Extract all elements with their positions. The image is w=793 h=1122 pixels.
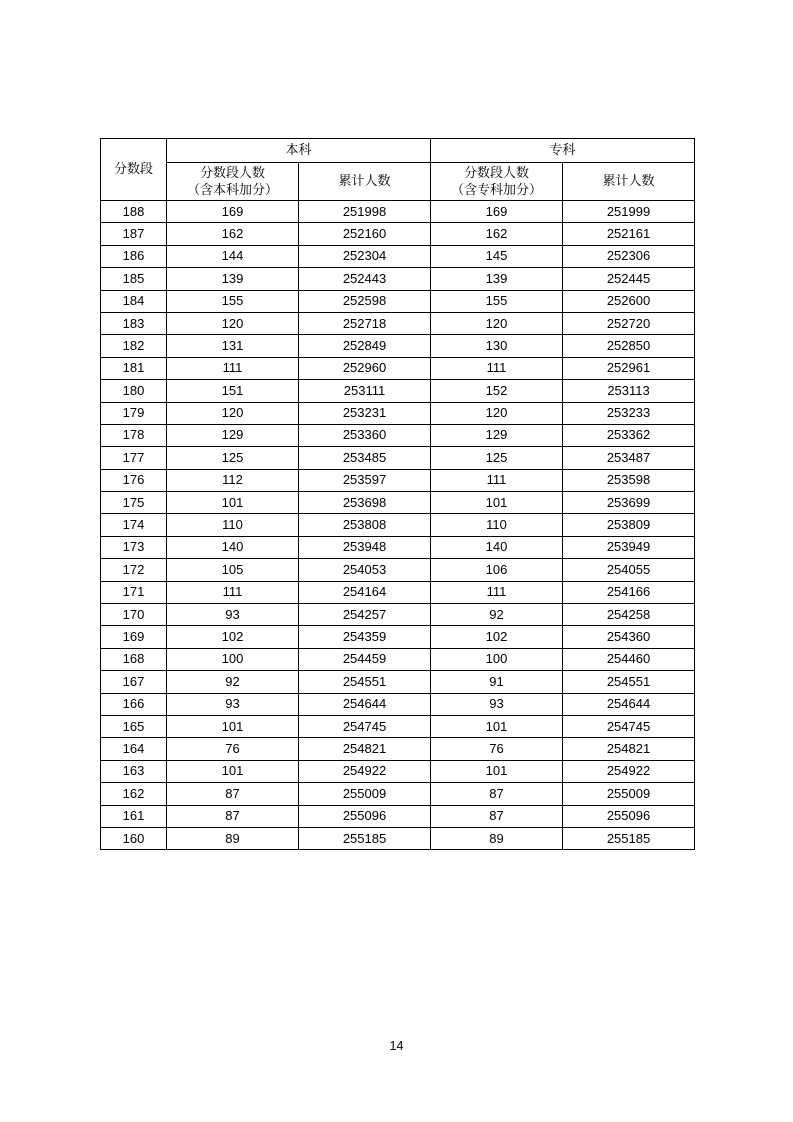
cell-junior-college-cumulative: 252850 bbox=[563, 335, 695, 357]
cell-undergraduate-count: 92 bbox=[167, 671, 299, 693]
table-row bbox=[101, 626, 695, 648]
table-row bbox=[101, 514, 695, 536]
table-row bbox=[101, 693, 695, 715]
cell-undergraduate-count: 101 bbox=[167, 715, 299, 737]
cell-undergraduate-cumulative: 253231 bbox=[299, 402, 431, 424]
table-row bbox=[101, 827, 695, 849]
table-row bbox=[101, 671, 695, 693]
cell-score: 166 bbox=[101, 693, 167, 715]
cell-junior-college-count: 169 bbox=[431, 201, 563, 223]
table-row bbox=[101, 268, 695, 290]
table-row bbox=[101, 492, 695, 514]
cell-junior-college-cumulative: 252445 bbox=[563, 268, 695, 290]
cell-junior-college-count: 120 bbox=[431, 312, 563, 334]
cell-score: 160 bbox=[101, 827, 167, 849]
cell-undergraduate-count: 131 bbox=[167, 335, 299, 357]
cell-undergraduate-count: 89 bbox=[167, 827, 299, 849]
cell-junior-college-count: 125 bbox=[431, 447, 563, 469]
cell-junior-college-count: 145 bbox=[431, 245, 563, 267]
cell-score: 177 bbox=[101, 447, 167, 469]
cell-junior-college-cumulative: 254745 bbox=[563, 715, 695, 737]
cell-junior-college-cumulative: 254551 bbox=[563, 671, 695, 693]
cell-undergraduate-cumulative: 255096 bbox=[299, 805, 431, 827]
cell-undergraduate-count: 105 bbox=[167, 559, 299, 581]
cell-score: 161 bbox=[101, 805, 167, 827]
cell-undergraduate-count: 100 bbox=[167, 648, 299, 670]
cell-junior-college-count: 87 bbox=[431, 783, 563, 805]
cell-undergraduate-cumulative: 254257 bbox=[299, 604, 431, 626]
cell-junior-college-cumulative: 253113 bbox=[563, 380, 695, 402]
cell-score: 188 bbox=[101, 201, 167, 223]
cell-junior-college-count: 111 bbox=[431, 357, 563, 379]
score-distribution-table bbox=[100, 138, 695, 850]
cell-score: 173 bbox=[101, 536, 167, 558]
cell-undergraduate-cumulative: 255009 bbox=[299, 783, 431, 805]
cell-undergraduate-count: 93 bbox=[167, 693, 299, 715]
table-row bbox=[101, 648, 695, 670]
cell-undergraduate-cumulative: 254359 bbox=[299, 626, 431, 648]
cell-junior-college-cumulative: 254360 bbox=[563, 626, 695, 648]
cell-score: 182 bbox=[101, 335, 167, 357]
cell-undergraduate-cumulative: 252160 bbox=[299, 223, 431, 245]
cell-junior-college-cumulative: 255009 bbox=[563, 783, 695, 805]
cell-score: 170 bbox=[101, 604, 167, 626]
table-body bbox=[101, 201, 695, 850]
cell-junior-college-cumulative: 254922 bbox=[563, 760, 695, 782]
table-row bbox=[101, 357, 695, 379]
cell-junior-college-cumulative: 253487 bbox=[563, 447, 695, 469]
header-score-band: 分数段 bbox=[101, 139, 167, 201]
header-junior-college-count-line1: 分数段人数 bbox=[464, 165, 530, 181]
header-group-undergraduate: 本科 bbox=[167, 139, 431, 163]
cell-undergraduate-cumulative: 254551 bbox=[299, 671, 431, 693]
cell-junior-college-count: 91 bbox=[431, 671, 563, 693]
cell-undergraduate-count: 129 bbox=[167, 424, 299, 446]
cell-score: 187 bbox=[101, 223, 167, 245]
cell-junior-college-count: 130 bbox=[431, 335, 563, 357]
cell-junior-college-count: 102 bbox=[431, 626, 563, 648]
cell-undergraduate-count: 101 bbox=[167, 760, 299, 782]
cell-undergraduate-cumulative: 254164 bbox=[299, 581, 431, 603]
cell-score: 175 bbox=[101, 492, 167, 514]
table-row bbox=[101, 201, 695, 223]
header-junior-college-count-line2: （含专科加分） bbox=[451, 181, 543, 197]
cell-undergraduate-count: 101 bbox=[167, 492, 299, 514]
header-undergraduate-count-line2: （含本科加分） bbox=[186, 181, 278, 197]
cell-junior-college-count: 140 bbox=[431, 536, 563, 558]
header-junior-college-cumulative: 累计人数 bbox=[563, 163, 695, 201]
cell-score: 169 bbox=[101, 626, 167, 648]
cell-undergraduate-cumulative: 253698 bbox=[299, 492, 431, 514]
cell-undergraduate-cumulative: 254821 bbox=[299, 738, 431, 760]
cell-score: 181 bbox=[101, 357, 167, 379]
table-row bbox=[101, 312, 695, 334]
header-junior-college-count bbox=[431, 163, 563, 201]
cell-undergraduate-cumulative: 253111 bbox=[299, 380, 431, 402]
cell-undergraduate-count: 162 bbox=[167, 223, 299, 245]
cell-undergraduate-cumulative: 254053 bbox=[299, 559, 431, 581]
cell-undergraduate-cumulative: 254922 bbox=[299, 760, 431, 782]
cell-undergraduate-cumulative: 254459 bbox=[299, 648, 431, 670]
table-row bbox=[101, 245, 695, 267]
cell-junior-college-count: 76 bbox=[431, 738, 563, 760]
cell-junior-college-cumulative: 253699 bbox=[563, 492, 695, 514]
table-row bbox=[101, 402, 695, 424]
cell-junior-college-count: 87 bbox=[431, 805, 563, 827]
cell-junior-college-cumulative: 254644 bbox=[563, 693, 695, 715]
cell-undergraduate-count: 110 bbox=[167, 514, 299, 536]
table-header bbox=[101, 139, 695, 201]
cell-score: 184 bbox=[101, 290, 167, 312]
cell-score: 180 bbox=[101, 380, 167, 402]
cell-undergraduate-count: 111 bbox=[167, 581, 299, 603]
cell-junior-college-count: 111 bbox=[431, 469, 563, 491]
cell-undergraduate-cumulative: 254745 bbox=[299, 715, 431, 737]
cell-undergraduate-count: 155 bbox=[167, 290, 299, 312]
cell-score: 176 bbox=[101, 469, 167, 491]
cell-undergraduate-cumulative: 251998 bbox=[299, 201, 431, 223]
cell-junior-college-count: 101 bbox=[431, 492, 563, 514]
cell-undergraduate-count: 139 bbox=[167, 268, 299, 290]
cell-undergraduate-cumulative: 253485 bbox=[299, 447, 431, 469]
cell-junior-college-cumulative: 254821 bbox=[563, 738, 695, 760]
cell-junior-college-cumulative: 255096 bbox=[563, 805, 695, 827]
cell-junior-college-cumulative: 254258 bbox=[563, 604, 695, 626]
table-row bbox=[101, 805, 695, 827]
cell-junior-college-count: 111 bbox=[431, 581, 563, 603]
table-row bbox=[101, 604, 695, 626]
cell-junior-college-count: 162 bbox=[431, 223, 563, 245]
cell-junior-college-cumulative: 253362 bbox=[563, 424, 695, 446]
cell-junior-college-cumulative: 252720 bbox=[563, 312, 695, 334]
cell-score: 186 bbox=[101, 245, 167, 267]
header-group-junior-college: 专科 bbox=[431, 139, 695, 163]
cell-score: 185 bbox=[101, 268, 167, 290]
table-row bbox=[101, 581, 695, 603]
cell-junior-college-count: 93 bbox=[431, 693, 563, 715]
cell-undergraduate-count: 87 bbox=[167, 805, 299, 827]
table-row bbox=[101, 536, 695, 558]
cell-junior-college-count: 110 bbox=[431, 514, 563, 536]
cell-junior-college-cumulative: 254460 bbox=[563, 648, 695, 670]
cell-undergraduate-cumulative: 252304 bbox=[299, 245, 431, 267]
cell-junior-college-cumulative: 255185 bbox=[563, 827, 695, 849]
cell-undergraduate-cumulative: 252443 bbox=[299, 268, 431, 290]
cell-score: 162 bbox=[101, 783, 167, 805]
table-row bbox=[101, 424, 695, 446]
cell-undergraduate-count: 120 bbox=[167, 402, 299, 424]
cell-score: 171 bbox=[101, 581, 167, 603]
table-row bbox=[101, 380, 695, 402]
cell-junior-college-count: 106 bbox=[431, 559, 563, 581]
cell-undergraduate-count: 151 bbox=[167, 380, 299, 402]
table-row bbox=[101, 715, 695, 737]
cell-undergraduate-cumulative: 253808 bbox=[299, 514, 431, 536]
cell-junior-college-count: 101 bbox=[431, 760, 563, 782]
cell-undergraduate-count: 169 bbox=[167, 201, 299, 223]
cell-undergraduate-count: 120 bbox=[167, 312, 299, 334]
cell-junior-college-cumulative: 252161 bbox=[563, 223, 695, 245]
cell-undergraduate-cumulative: 252598 bbox=[299, 290, 431, 312]
cell-junior-college-count: 92 bbox=[431, 604, 563, 626]
cell-junior-college-cumulative: 253233 bbox=[563, 402, 695, 424]
table-row bbox=[101, 783, 695, 805]
cell-undergraduate-count: 144 bbox=[167, 245, 299, 267]
cell-junior-college-cumulative: 253598 bbox=[563, 469, 695, 491]
cell-undergraduate-count: 76 bbox=[167, 738, 299, 760]
table-row bbox=[101, 223, 695, 245]
cell-junior-college-count: 89 bbox=[431, 827, 563, 849]
score-distribution-table-container bbox=[100, 138, 694, 850]
cell-junior-college-cumulative: 252600 bbox=[563, 290, 695, 312]
header-undergraduate-count-line1: 分数段人数 bbox=[199, 165, 265, 181]
cell-undergraduate-cumulative: 252849 bbox=[299, 335, 431, 357]
cell-junior-college-cumulative: 253949 bbox=[563, 536, 695, 558]
table-header-row-sub bbox=[101, 163, 695, 201]
page-number: 14 bbox=[389, 1039, 404, 1053]
table-row bbox=[101, 469, 695, 491]
table-row bbox=[101, 335, 695, 357]
cell-undergraduate-count: 93 bbox=[167, 604, 299, 626]
cell-undergraduate-count: 125 bbox=[167, 447, 299, 469]
cell-undergraduate-cumulative: 253360 bbox=[299, 424, 431, 446]
cell-junior-college-count: 152 bbox=[431, 380, 563, 402]
table-row bbox=[101, 290, 695, 312]
cell-junior-college-cumulative: 252961 bbox=[563, 357, 695, 379]
cell-score: 165 bbox=[101, 715, 167, 737]
cell-junior-college-count: 101 bbox=[431, 715, 563, 737]
cell-score: 183 bbox=[101, 312, 167, 334]
cell-junior-college-count: 100 bbox=[431, 648, 563, 670]
cell-junior-college-cumulative: 253809 bbox=[563, 514, 695, 536]
cell-score: 164 bbox=[101, 738, 167, 760]
cell-junior-college-cumulative: 251999 bbox=[563, 201, 695, 223]
cell-undergraduate-count: 140 bbox=[167, 536, 299, 558]
cell-undergraduate-cumulative: 252960 bbox=[299, 357, 431, 379]
cell-undergraduate-count: 102 bbox=[167, 626, 299, 648]
cell-score: 163 bbox=[101, 760, 167, 782]
cell-junior-college-count: 155 bbox=[431, 290, 563, 312]
cell-score: 178 bbox=[101, 424, 167, 446]
cell-undergraduate-cumulative: 255185 bbox=[299, 827, 431, 849]
cell-undergraduate-cumulative: 253948 bbox=[299, 536, 431, 558]
cell-junior-college-count: 129 bbox=[431, 424, 563, 446]
table-row bbox=[101, 760, 695, 782]
cell-junior-college-cumulative: 254166 bbox=[563, 581, 695, 603]
table-header-row-groups bbox=[101, 139, 695, 163]
cell-junior-college-cumulative: 252306 bbox=[563, 245, 695, 267]
cell-score: 172 bbox=[101, 559, 167, 581]
cell-undergraduate-cumulative: 253597 bbox=[299, 469, 431, 491]
table-row bbox=[101, 447, 695, 469]
cell-undergraduate-count: 87 bbox=[167, 783, 299, 805]
cell-undergraduate-cumulative: 254644 bbox=[299, 693, 431, 715]
table-row bbox=[101, 559, 695, 581]
cell-score: 168 bbox=[101, 648, 167, 670]
cell-undergraduate-count: 111 bbox=[167, 357, 299, 379]
header-undergraduate-count bbox=[167, 163, 299, 201]
table-row bbox=[101, 738, 695, 760]
cell-junior-college-cumulative: 254055 bbox=[563, 559, 695, 581]
header-undergraduate-cumulative: 累计人数 bbox=[299, 163, 431, 201]
cell-score: 179 bbox=[101, 402, 167, 424]
cell-undergraduate-cumulative: 252718 bbox=[299, 312, 431, 334]
cell-score: 167 bbox=[101, 671, 167, 693]
cell-junior-college-count: 139 bbox=[431, 268, 563, 290]
cell-score: 174 bbox=[101, 514, 167, 536]
cell-junior-college-count: 120 bbox=[431, 402, 563, 424]
cell-undergraduate-count: 112 bbox=[167, 469, 299, 491]
